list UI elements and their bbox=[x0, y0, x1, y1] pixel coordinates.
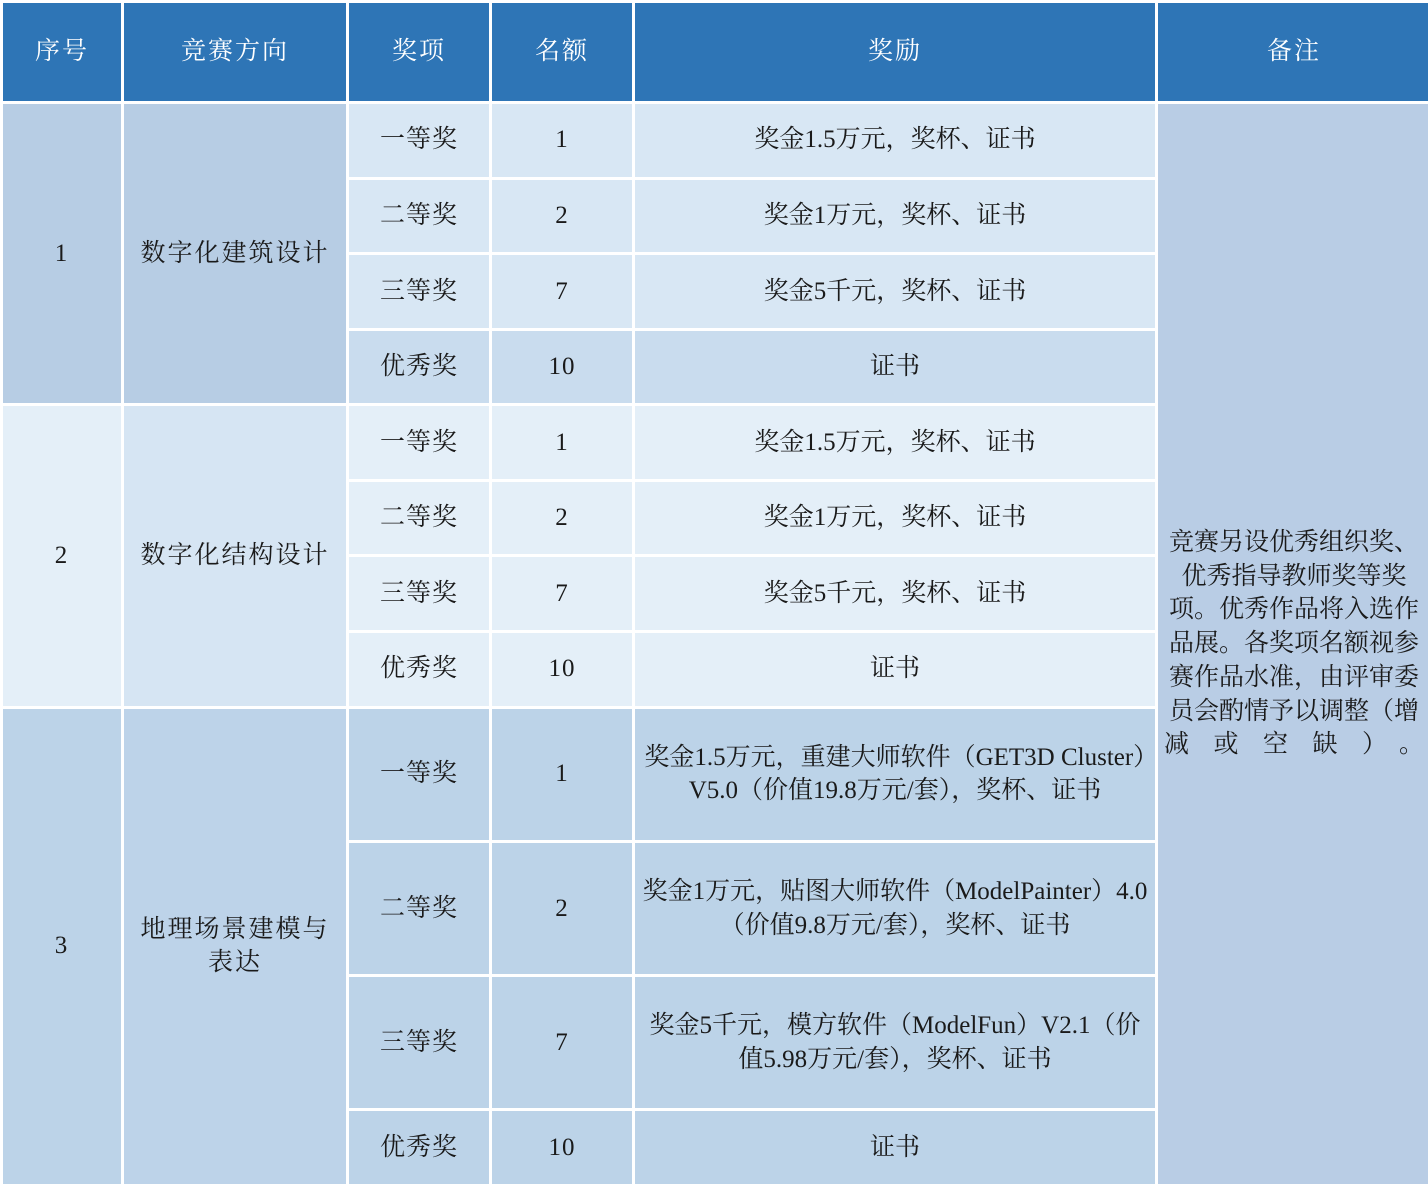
prize-quota: 1 bbox=[492, 406, 632, 479]
prize-reward: 奖金5千元，奖杯、证书 bbox=[635, 557, 1155, 630]
prize-reward: 奖金1万元，贴图大师软件（ModelPainter）4.0（价值9.8万元/套），奖杯、证书 bbox=[635, 843, 1155, 974]
prize-reward: 奖金1.5万元，奖杯、证书 bbox=[635, 104, 1155, 177]
table-header bbox=[3, 3, 1428, 101]
prize-level: 二等奖 bbox=[349, 180, 489, 253]
prize-quota: 7 bbox=[492, 557, 632, 630]
table-body bbox=[3, 104, 1428, 1184]
prize-quota: 2 bbox=[492, 843, 632, 974]
prize-level: 三等奖 bbox=[349, 255, 489, 328]
column-header-reward: 奖励 bbox=[635, 3, 1155, 101]
prize-level: 优秀奖 bbox=[349, 633, 489, 706]
group-index: 1 bbox=[3, 104, 121, 403]
prize-level: 优秀奖 bbox=[349, 331, 489, 404]
prize-level: 三等奖 bbox=[349, 557, 489, 630]
column-header-quota: 名额 bbox=[492, 3, 632, 101]
prize-quota: 10 bbox=[492, 633, 632, 706]
prize-reward: 奖金1.5万元，奖杯、证书 bbox=[635, 406, 1155, 479]
prize-reward: 证书 bbox=[635, 331, 1155, 404]
prize-level: 一等奖 bbox=[349, 104, 489, 177]
remark-cell: 竞赛另设优秀组织奖、优秀指导教师奖等奖项。优秀作品将入选作品展。各奖项名额视参赛作品水准，由评审委员会酌情予以调整（增减或空缺）。 bbox=[1158, 104, 1428, 1184]
column-header-track: 竞赛方向 bbox=[124, 3, 346, 101]
column-header-index: 序号 bbox=[3, 3, 121, 101]
prize-reward: 奖金1万元，奖杯、证书 bbox=[635, 482, 1155, 555]
group-index: 3 bbox=[3, 709, 121, 1184]
group-track: 地理场景建模与表达 bbox=[124, 709, 346, 1184]
prize-reward: 奖金1.5万元，重建大师软件（GET3D Cluster）V5.0（价值19.8万元/套），奖杯、证书 bbox=[635, 709, 1155, 840]
prize-level: 三等奖 bbox=[349, 977, 489, 1108]
prize-quota: 7 bbox=[492, 977, 632, 1108]
group-index: 2 bbox=[3, 406, 121, 705]
prize-level: 一等奖 bbox=[349, 406, 489, 479]
header-row bbox=[3, 3, 1428, 101]
prize-quota: 1 bbox=[492, 709, 632, 840]
prize-quota: 2 bbox=[492, 180, 632, 253]
prize-quota: 10 bbox=[492, 331, 632, 404]
prize-quota: 7 bbox=[492, 255, 632, 328]
prize-reward: 奖金5千元，奖杯、证书 bbox=[635, 255, 1155, 328]
group-track: 数字化建筑设计 bbox=[124, 104, 346, 403]
column-header-remark: 备注 bbox=[1158, 3, 1428, 101]
table-row bbox=[3, 104, 1428, 177]
column-header-prize: 奖项 bbox=[349, 3, 489, 101]
prize-quota: 10 bbox=[492, 1111, 632, 1184]
prize-reward: 证书 bbox=[635, 1111, 1155, 1184]
prize-reward: 奖金5千元，模方软件（ModelFun）V2.1（价值5.98万元/套），奖杯、证书 bbox=[635, 977, 1155, 1108]
prize-level: 一等奖 bbox=[349, 709, 489, 840]
prize-reward: 证书 bbox=[635, 633, 1155, 706]
prize-quota: 2 bbox=[492, 482, 632, 555]
prize-reward: 奖金1万元，奖杯、证书 bbox=[635, 180, 1155, 253]
group-track: 数字化结构设计 bbox=[124, 406, 346, 705]
prize-level: 二等奖 bbox=[349, 843, 489, 974]
prize-level: 二等奖 bbox=[349, 482, 489, 555]
prize-level: 优秀奖 bbox=[349, 1111, 489, 1184]
prize-quota: 1 bbox=[492, 104, 632, 177]
